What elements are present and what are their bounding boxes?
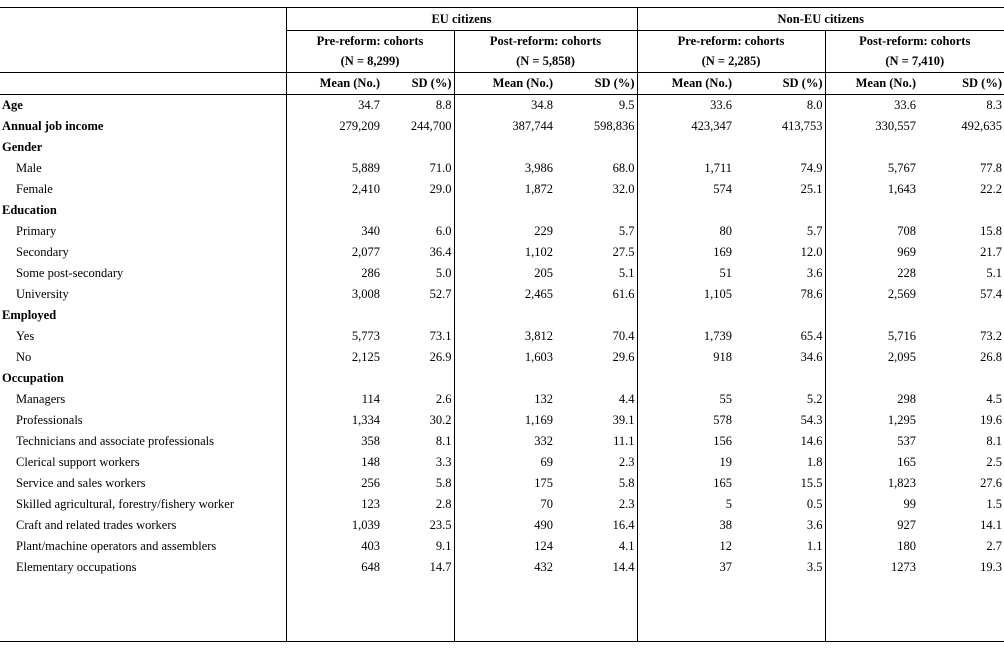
mean-cell: 1,295 bbox=[825, 410, 918, 431]
mean-cell bbox=[825, 305, 918, 326]
mean-cell: 123 bbox=[286, 494, 382, 515]
mean-cell: 165 bbox=[825, 452, 918, 473]
table-row bbox=[0, 221, 1004, 242]
sd-cell: 73.2 bbox=[980, 329, 1003, 343]
row-label: No bbox=[16, 350, 32, 364]
table-row bbox=[0, 305, 1004, 326]
row-label: Annual job income bbox=[2, 119, 104, 133]
mean-cell: 918 bbox=[637, 347, 734, 368]
sd-cell: 6.0 bbox=[435, 224, 452, 238]
sd-cell: 14.7 bbox=[429, 560, 452, 574]
table-row bbox=[0, 536, 1004, 557]
row-label: Gender bbox=[2, 140, 43, 154]
sd-cell: 2.8 bbox=[435, 497, 452, 511]
blank-cell bbox=[382, 620, 454, 642]
blank-cell bbox=[734, 599, 825, 620]
row-label: Skilled agricultural, forestry/fishery worker bbox=[16, 497, 234, 511]
sd-column-header: SD (%) bbox=[734, 73, 825, 95]
mean-cell: 5 bbox=[637, 494, 734, 515]
mean-cell: 1,039 bbox=[286, 515, 382, 536]
sd-cell: 5.7 bbox=[806, 224, 823, 238]
mean-cell: 12 bbox=[637, 536, 734, 557]
sd-cell: 14.4 bbox=[612, 560, 635, 574]
sd-cell: 2.3 bbox=[618, 455, 635, 469]
group-header-eu: EU citizens bbox=[286, 8, 637, 31]
sd-cell bbox=[382, 137, 454, 158]
blank-cell bbox=[286, 620, 382, 642]
row-label: Elementary occupations bbox=[16, 560, 137, 574]
sd-cell: 244,700 bbox=[410, 119, 452, 133]
sd-cell: 8.1 bbox=[435, 434, 452, 448]
mean-cell: 432 bbox=[454, 557, 555, 578]
descriptive-statistics-table-container bbox=[0, 7, 1004, 642]
mean-cell: 1,823 bbox=[825, 473, 918, 494]
sd-cell bbox=[382, 200, 454, 221]
sd-cell: 4.1 bbox=[618, 539, 635, 553]
mean-cell bbox=[825, 200, 918, 221]
sd-cell: 78.6 bbox=[800, 287, 823, 301]
row-label: Occupation bbox=[2, 371, 64, 385]
sd-cell: 8.8 bbox=[435, 98, 452, 112]
cohort-n-row bbox=[0, 51, 1004, 73]
mean-cell: 340 bbox=[286, 221, 382, 242]
mean-cell: 648 bbox=[286, 557, 382, 578]
row-label: Education bbox=[2, 203, 57, 217]
mean-cell: 537 bbox=[825, 431, 918, 452]
mean-cell: 175 bbox=[454, 473, 555, 494]
table-row bbox=[0, 137, 1004, 158]
sd-cell bbox=[918, 368, 1004, 389]
sd-cell: 4.5 bbox=[986, 392, 1003, 406]
table-row bbox=[0, 95, 1004, 117]
column-header-row bbox=[0, 73, 1004, 95]
sd-cell bbox=[734, 137, 825, 158]
blank-cell bbox=[918, 599, 1004, 620]
mean-cell: 165 bbox=[637, 473, 734, 494]
mean-cell: 1,739 bbox=[637, 326, 734, 347]
sd-cell bbox=[918, 305, 1004, 326]
mean-cell: 1,643 bbox=[825, 179, 918, 200]
sd-cell: 3.3 bbox=[435, 455, 452, 469]
blank-cell bbox=[0, 620, 286, 642]
mean-cell: 5,767 bbox=[825, 158, 918, 179]
row-label: Craft and related trades workers bbox=[16, 518, 177, 532]
sd-cell: 34.6 bbox=[800, 350, 823, 364]
mean-cell: 148 bbox=[286, 452, 382, 473]
mean-cell: 969 bbox=[825, 242, 918, 263]
sd-cell: 36.4 bbox=[429, 245, 452, 259]
sd-cell: 29.6 bbox=[612, 350, 635, 364]
mean-cell bbox=[454, 305, 555, 326]
row-label: Professionals bbox=[16, 413, 83, 427]
mean-cell: 228 bbox=[825, 263, 918, 284]
mean-cell: 3,008 bbox=[286, 284, 382, 305]
sd-cell: 1.8 bbox=[806, 455, 823, 469]
cohort-title-row bbox=[0, 31, 1004, 52]
row-label: Some post-secondary bbox=[16, 266, 124, 280]
mean-cell: 423,347 bbox=[637, 116, 734, 137]
row-label: Male bbox=[16, 161, 42, 175]
table-row bbox=[0, 200, 1004, 221]
descriptive-statistics-table bbox=[0, 7, 1004, 642]
mean-cell: 1,334 bbox=[286, 410, 382, 431]
mean-column-header: Mean (No.) bbox=[286, 73, 382, 95]
sd-cell: 5.8 bbox=[435, 476, 452, 490]
sd-cell: 598,836 bbox=[593, 119, 635, 133]
sd-cell: 26.8 bbox=[980, 350, 1003, 364]
mean-cell: 330,557 bbox=[825, 116, 918, 137]
sd-cell bbox=[555, 137, 637, 158]
blank-cell bbox=[0, 599, 286, 620]
mean-cell: 169 bbox=[637, 242, 734, 263]
sd-cell: 492,635 bbox=[961, 119, 1003, 133]
sd-cell: 5.1 bbox=[618, 266, 635, 280]
sd-cell: 2.7 bbox=[986, 539, 1003, 553]
row-label: Primary bbox=[16, 224, 57, 238]
sd-cell: 15.5 bbox=[800, 476, 823, 490]
sd-column-header: SD (%) bbox=[555, 73, 637, 95]
sd-column-header: SD (%) bbox=[382, 73, 454, 95]
table-row bbox=[0, 452, 1004, 473]
mean-cell: 33.6 bbox=[825, 95, 918, 117]
mean-cell: 927 bbox=[825, 515, 918, 536]
blank-cell bbox=[555, 620, 637, 642]
sd-cell: 2.6 bbox=[435, 392, 452, 406]
blank-cell bbox=[454, 599, 555, 620]
table-row bbox=[0, 515, 1004, 536]
sd-cell: 3.6 bbox=[806, 266, 823, 280]
row-label: Female bbox=[16, 182, 53, 196]
sd-cell: 19.3 bbox=[980, 560, 1003, 574]
row-label: Managers bbox=[16, 392, 66, 406]
sd-cell: 9.5 bbox=[618, 98, 635, 112]
mean-cell: 1,169 bbox=[454, 410, 555, 431]
row-label: Plant/machine operators and assemblers bbox=[16, 539, 217, 553]
sd-cell: 2.3 bbox=[618, 497, 635, 511]
blank-cell bbox=[734, 620, 825, 642]
sd-cell: 32.0 bbox=[612, 182, 635, 196]
mean-cell: 490 bbox=[454, 515, 555, 536]
table-row bbox=[0, 158, 1004, 179]
mean-cell bbox=[286, 305, 382, 326]
blank-cell bbox=[637, 578, 734, 599]
table-row bbox=[0, 284, 1004, 305]
blank-cell bbox=[382, 599, 454, 620]
mean-column-header: Mean (No.) bbox=[825, 73, 918, 95]
mean-cell: 1,102 bbox=[454, 242, 555, 263]
mean-cell: 132 bbox=[454, 389, 555, 410]
row-label: Secondary bbox=[16, 245, 69, 259]
mean-cell: 279,209 bbox=[286, 116, 382, 137]
blank-cell bbox=[825, 578, 918, 599]
mean-cell bbox=[286, 137, 382, 158]
cohort-n: (N = 2,285) bbox=[637, 51, 825, 73]
sd-cell: 5.0 bbox=[435, 266, 452, 280]
mean-cell: 34.8 bbox=[454, 95, 555, 117]
sd-cell: 1.1 bbox=[806, 539, 823, 553]
sd-cell: 65.4 bbox=[800, 329, 823, 343]
mean-cell: 69 bbox=[454, 452, 555, 473]
mean-cell: 2,095 bbox=[825, 347, 918, 368]
mean-cell bbox=[825, 137, 918, 158]
blank-row bbox=[0, 599, 1004, 620]
mean-cell: 5,773 bbox=[286, 326, 382, 347]
mean-cell: 298 bbox=[825, 389, 918, 410]
mean-cell: 229 bbox=[454, 221, 555, 242]
mean-cell: 286 bbox=[286, 263, 382, 284]
sd-cell: 54.3 bbox=[800, 413, 823, 427]
cohort-title: Post-reform: cohorts bbox=[825, 31, 1004, 52]
sd-cell bbox=[734, 368, 825, 389]
sd-cell: 2.5 bbox=[986, 455, 1003, 469]
sd-cell: 0.5 bbox=[806, 497, 823, 511]
sd-cell bbox=[555, 368, 637, 389]
mean-cell: 205 bbox=[454, 263, 555, 284]
table-row bbox=[0, 116, 1004, 137]
mean-cell: 358 bbox=[286, 431, 382, 452]
mean-cell: 1,105 bbox=[637, 284, 734, 305]
sd-cell bbox=[555, 200, 637, 221]
mean-cell: 51 bbox=[637, 263, 734, 284]
table-row bbox=[0, 473, 1004, 494]
table-row bbox=[0, 494, 1004, 515]
mean-cell: 2,410 bbox=[286, 179, 382, 200]
mean-cell: 1,872 bbox=[454, 179, 555, 200]
mean-cell: 55 bbox=[637, 389, 734, 410]
sd-cell: 16.4 bbox=[612, 518, 635, 532]
blank-cell bbox=[382, 578, 454, 599]
sd-cell bbox=[382, 305, 454, 326]
sd-cell: 57.4 bbox=[980, 287, 1003, 301]
group-header-row bbox=[0, 8, 1004, 31]
mean-cell: 34.7 bbox=[286, 95, 382, 117]
mean-cell: 5,889 bbox=[286, 158, 382, 179]
stub-header-blank bbox=[0, 51, 286, 73]
sd-cell: 22.2 bbox=[980, 182, 1003, 196]
cohort-title: Pre-reform: cohorts bbox=[637, 31, 825, 52]
sd-cell: 3.5 bbox=[806, 560, 823, 574]
sd-cell bbox=[734, 200, 825, 221]
sd-cell bbox=[555, 305, 637, 326]
mean-cell bbox=[637, 368, 734, 389]
blank-cell bbox=[555, 578, 637, 599]
sd-cell: 8.1 bbox=[986, 434, 1003, 448]
mean-cell: 2,569 bbox=[825, 284, 918, 305]
sd-cell: 71.0 bbox=[429, 161, 452, 175]
mean-cell: 156 bbox=[637, 431, 734, 452]
sd-cell: 19.6 bbox=[980, 413, 1003, 427]
table-row bbox=[0, 326, 1004, 347]
sd-cell: 74.9 bbox=[800, 161, 823, 175]
sd-cell: 3.6 bbox=[806, 518, 823, 532]
blank-cell bbox=[286, 578, 382, 599]
mean-cell: 332 bbox=[454, 431, 555, 452]
row-label: University bbox=[16, 287, 69, 301]
stub-header-blank bbox=[0, 73, 286, 95]
sd-cell bbox=[918, 137, 1004, 158]
mean-cell: 114 bbox=[286, 389, 382, 410]
blank-cell bbox=[734, 578, 825, 599]
sd-cell: 77.8 bbox=[980, 161, 1003, 175]
mean-cell bbox=[454, 137, 555, 158]
sd-cell bbox=[918, 200, 1004, 221]
blank-cell bbox=[825, 599, 918, 620]
sd-cell: 8.3 bbox=[986, 98, 1003, 112]
blank-cell bbox=[918, 578, 1004, 599]
sd-cell: 1.5 bbox=[986, 497, 1003, 511]
blank-cell bbox=[918, 620, 1004, 642]
table-row bbox=[0, 410, 1004, 431]
blank-row bbox=[0, 578, 1004, 599]
cohort-n: (N = 5,858) bbox=[454, 51, 637, 73]
sd-cell: 413,753 bbox=[781, 119, 823, 133]
sd-cell: 12.0 bbox=[800, 245, 823, 259]
sd-cell: 27.6 bbox=[980, 476, 1003, 490]
table-body bbox=[0, 95, 1004, 642]
sd-cell: 5.8 bbox=[618, 476, 635, 490]
blank-cell bbox=[825, 620, 918, 642]
sd-cell: 30.2 bbox=[429, 413, 452, 427]
row-label: Technicians and associate professionals bbox=[16, 434, 215, 448]
sd-cell: 29.0 bbox=[429, 182, 452, 196]
table-row bbox=[0, 242, 1004, 263]
sd-cell: 11.1 bbox=[613, 434, 635, 448]
blank-cell bbox=[0, 578, 286, 599]
sd-cell: 9.1 bbox=[435, 539, 452, 553]
sd-cell: 26.9 bbox=[429, 350, 452, 364]
sd-cell bbox=[382, 368, 454, 389]
mean-cell: 574 bbox=[637, 179, 734, 200]
table-row bbox=[0, 431, 1004, 452]
group-header-non-eu: Non-EU citizens bbox=[637, 8, 1004, 31]
sd-cell: 68.0 bbox=[612, 161, 635, 175]
mean-cell bbox=[454, 200, 555, 221]
blank-cell bbox=[286, 599, 382, 620]
blank-cell bbox=[454, 620, 555, 642]
sd-cell: 73.1 bbox=[429, 329, 452, 343]
sd-cell: 25.1 bbox=[800, 182, 823, 196]
sd-cell: 8.0 bbox=[806, 98, 823, 112]
row-label: Clerical support workers bbox=[16, 455, 140, 469]
table-row bbox=[0, 389, 1004, 410]
blank-cell bbox=[637, 620, 734, 642]
sd-cell: 39.1 bbox=[612, 413, 635, 427]
blank-cell bbox=[454, 578, 555, 599]
mean-cell: 1,711 bbox=[637, 158, 734, 179]
mean-cell: 5,716 bbox=[825, 326, 918, 347]
mean-cell: 1,603 bbox=[454, 347, 555, 368]
sd-cell: 14.6 bbox=[800, 434, 823, 448]
mean-cell: 256 bbox=[286, 473, 382, 494]
mean-cell: 124 bbox=[454, 536, 555, 557]
blank-cell bbox=[637, 599, 734, 620]
row-label: Service and sales workers bbox=[16, 476, 146, 490]
mean-cell: 180 bbox=[825, 536, 918, 557]
mean-cell: 37 bbox=[637, 557, 734, 578]
mean-cell: 578 bbox=[637, 410, 734, 431]
blank-row bbox=[0, 620, 1004, 642]
mean-cell: 2,125 bbox=[286, 347, 382, 368]
row-label: Age bbox=[2, 98, 23, 112]
mean-cell: 2,077 bbox=[286, 242, 382, 263]
stub-header-blank bbox=[0, 8, 286, 31]
cohort-title: Pre-reform: cohorts bbox=[286, 31, 454, 52]
row-label: Employed bbox=[2, 308, 57, 322]
mean-cell bbox=[286, 368, 382, 389]
sd-cell: 5.2 bbox=[806, 392, 823, 406]
cohort-n: (N = 8,299) bbox=[286, 51, 454, 73]
table-row bbox=[0, 557, 1004, 578]
table-row bbox=[0, 179, 1004, 200]
table-row bbox=[0, 347, 1004, 368]
sd-cell: 5.1 bbox=[986, 266, 1003, 280]
sd-cell: 23.5 bbox=[429, 518, 452, 532]
sd-cell: 5.7 bbox=[618, 224, 635, 238]
mean-cell bbox=[637, 137, 734, 158]
table-row bbox=[0, 368, 1004, 389]
sd-cell: 70.4 bbox=[612, 329, 635, 343]
mean-cell: 70 bbox=[454, 494, 555, 515]
mean-cell: 387,744 bbox=[454, 116, 555, 137]
cohort-n: (N = 7,410) bbox=[825, 51, 1004, 73]
mean-cell: 1273 bbox=[825, 557, 918, 578]
mean-cell: 2,465 bbox=[454, 284, 555, 305]
mean-cell bbox=[637, 200, 734, 221]
mean-cell bbox=[637, 305, 734, 326]
mean-column-header: Mean (No.) bbox=[454, 73, 555, 95]
mean-cell: 708 bbox=[825, 221, 918, 242]
mean-cell bbox=[825, 368, 918, 389]
sd-cell bbox=[734, 305, 825, 326]
sd-cell: 27.5 bbox=[612, 245, 635, 259]
sd-cell: 52.7 bbox=[429, 287, 452, 301]
sd-cell: 61.6 bbox=[612, 287, 635, 301]
mean-cell: 80 bbox=[637, 221, 734, 242]
sd-column-header: SD (%) bbox=[918, 73, 1004, 95]
mean-cell bbox=[454, 368, 555, 389]
row-label: Yes bbox=[16, 329, 35, 343]
stub-header-blank bbox=[0, 31, 286, 52]
table-row bbox=[0, 263, 1004, 284]
mean-cell bbox=[286, 200, 382, 221]
mean-cell: 403 bbox=[286, 536, 382, 557]
mean-cell: 3,986 bbox=[454, 158, 555, 179]
cohort-title: Post-reform: cohorts bbox=[454, 31, 637, 52]
sd-cell: 4.4 bbox=[618, 392, 635, 406]
mean-cell: 19 bbox=[637, 452, 734, 473]
mean-column-header: Mean (No.) bbox=[637, 73, 734, 95]
sd-cell: 21.7 bbox=[980, 245, 1003, 259]
mean-cell: 38 bbox=[637, 515, 734, 536]
blank-cell bbox=[555, 599, 637, 620]
mean-cell: 3,812 bbox=[454, 326, 555, 347]
mean-cell: 99 bbox=[825, 494, 918, 515]
sd-cell: 15.8 bbox=[980, 224, 1003, 238]
sd-cell: 14.1 bbox=[980, 518, 1003, 532]
mean-cell: 33.6 bbox=[637, 95, 734, 117]
